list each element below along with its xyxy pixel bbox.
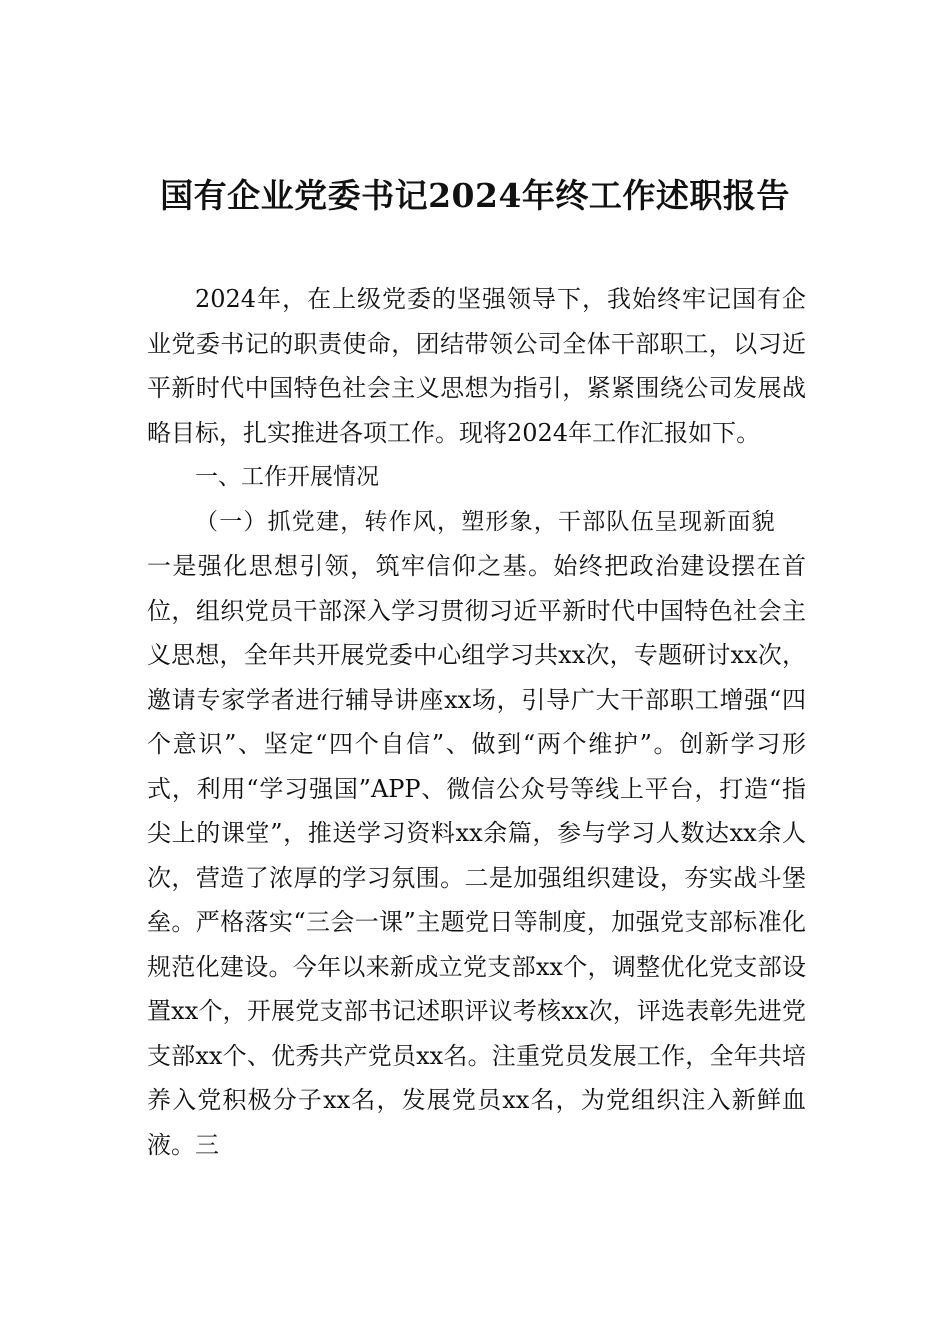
- intro-paragraph: 2024年，在上级党委的坚强领导下，我始终牢记国有企业党委书记的职责使命，团结带领公司全体干部职工，以习近平新时代中国特色社会主义思想为指引，紧紧围绕公司发展战略目标，扎实推进各项工作。现将2024年工作汇报如下。: [147, 285, 806, 447]
- section-heading: 一、工作开展情况: [195, 464, 379, 490]
- document-body: [147, 277, 806, 1167]
- subsection-body-paragraph: 一是强化思想引领，筑牢信仰之基。始终把政治建设摆在首位，组织党员干部深入学习贯彻习近平新时代中国特色社会主义思想，全年共开展党委中心组学习共xx次，专题研讨xx次，邀请专家学者进行辅导讲座xx场，引导广大干部职工增强“四个意识”、坚定“四个自信”、做到“两个维护”。创新学习形式，利用“学习强国”APP、微信公众号等线上平台，打造“指尖上的课堂”，推送学习资料xx余篇，参与学习人数达xx余人次，营造了浓厚的学习氛围。二是加强组织建设，夯实战斗堡垒。严格落实“三会一课”主题党日等制度，加强党支部标准化规范化建设。今年以来新成立党支部xx个，调整优化党支部设置xx个，开展党支部书记述职评议考核xx次，评选表彰先进党支部xx个、优秀共产党员xx名。注重党员发展工作，全年共培养入党积极分子xx名，发展党员xx名，为党组织注入新鲜血液。三: [147, 552, 806, 1159]
- document-title: 国有企业党委书记2024年终工作述职报告: [160, 176, 790, 215]
- subsection-heading: （一）抓党建，转作风，塑形象，干部队伍呈现新面貌: [195, 508, 776, 535]
